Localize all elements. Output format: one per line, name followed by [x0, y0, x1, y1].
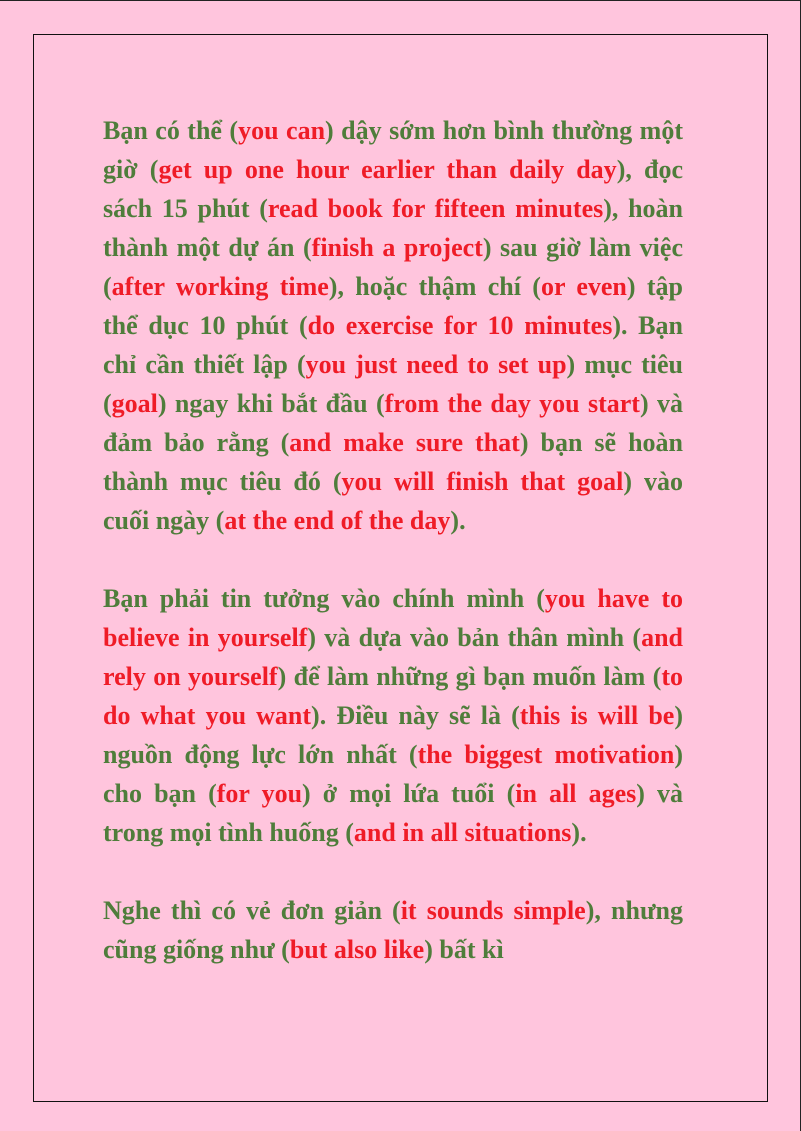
- vietnamese-text: ) để làm những gì bạn muốn làm (: [277, 662, 662, 691]
- english-translation: and in all situations: [353, 818, 572, 847]
- english-translation: from the day you start: [384, 389, 640, 418]
- vietnamese-text: ) và đảm bảo rằng (: [103, 389, 683, 457]
- english-translation: and make sure that: [289, 428, 520, 457]
- english-translation: it sounds simple: [400, 896, 586, 925]
- vietnamese-text: ) nguồn động lực lớn nhất (: [103, 701, 683, 769]
- english-translation: after working time: [111, 272, 329, 301]
- vietnamese-text: Bạn có thể (: [103, 116, 239, 145]
- vietnamese-text: Nghe thì có vẻ đơn giản (: [103, 896, 401, 925]
- vietnamese-text: ) và trong mọi tình huống (: [103, 779, 683, 847]
- vietnamese-text: ) ngay khi bắt đầu (: [157, 389, 385, 418]
- english-translation: you have to believe in yourself: [103, 584, 683, 652]
- paragraph-3: [103, 891, 683, 969]
- vietnamese-text: ) mục tiêu (: [103, 350, 684, 418]
- english-translation: for you: [216, 779, 303, 808]
- vietnamese-text: ).: [450, 506, 466, 535]
- english-translation: at the end of the day: [224, 506, 451, 535]
- vietnamese-text: ) cho bạn (: [103, 740, 684, 808]
- vietnamese-text: ) dậy sớm hơn bình thường một giờ (: [103, 116, 683, 184]
- english-translation: finish a project: [311, 233, 483, 262]
- english-translation: read book for fifteen minutes: [267, 194, 604, 223]
- english-translation: this is will be: [519, 701, 675, 730]
- page-frame: [33, 34, 768, 1102]
- vietnamese-text: ) vào cuối ngày (: [103, 467, 683, 535]
- english-translation: or even: [540, 272, 627, 301]
- english-translation: the biggest motivation: [417, 740, 675, 769]
- vietnamese-text: ), đọc sách 15 phút (: [103, 155, 683, 223]
- english-translation: get up one hour earlier than daily day: [158, 155, 617, 184]
- english-translation: to do what you want: [103, 662, 683, 730]
- english-translation: in all ages: [515, 779, 637, 808]
- vietnamese-text: ), hoặc thậm chí (: [328, 272, 541, 301]
- vietnamese-text: ).: [571, 818, 587, 847]
- vietnamese-text: Bạn phải tin tưởng vào chính mình (: [103, 584, 545, 613]
- english-translation: do exercise for 10 minutes: [307, 311, 613, 340]
- vietnamese-text: ), hoàn thành một dự án (: [103, 194, 684, 262]
- english-translation: you can: [238, 116, 326, 145]
- vietnamese-text: ) bất kì: [424, 935, 504, 964]
- english-translation: goal: [111, 389, 158, 418]
- english-translation: you will finish that goal: [341, 467, 624, 496]
- english-translation: but also like: [289, 935, 425, 964]
- vietnamese-text: ) bạn sẽ hoàn thành mục tiêu đó (: [103, 428, 684, 496]
- vietnamese-text: ). Điều này sẽ là (: [311, 701, 520, 730]
- vietnamese-text: ) tập thể dục 10 phút (: [103, 272, 683, 340]
- english-translation: you just need to set up: [305, 350, 567, 379]
- paragraph-1: [103, 111, 683, 540]
- vietnamese-text: ) và dựa vào bản thân mình (: [307, 623, 642, 652]
- vietnamese-text: ). Bạn chỉ cần thiết lập (: [103, 311, 683, 379]
- vietnamese-text: ) ở mọi lứa tuổi (: [302, 779, 516, 808]
- vietnamese-text: ), nhưng cũng giống như (: [103, 896, 683, 964]
- vietnamese-text: ) sau giờ làm việc (: [103, 233, 683, 301]
- english-translation: and rely on yourself: [103, 623, 683, 691]
- paragraph-2: [103, 579, 683, 852]
- document-body: [103, 111, 683, 1008]
